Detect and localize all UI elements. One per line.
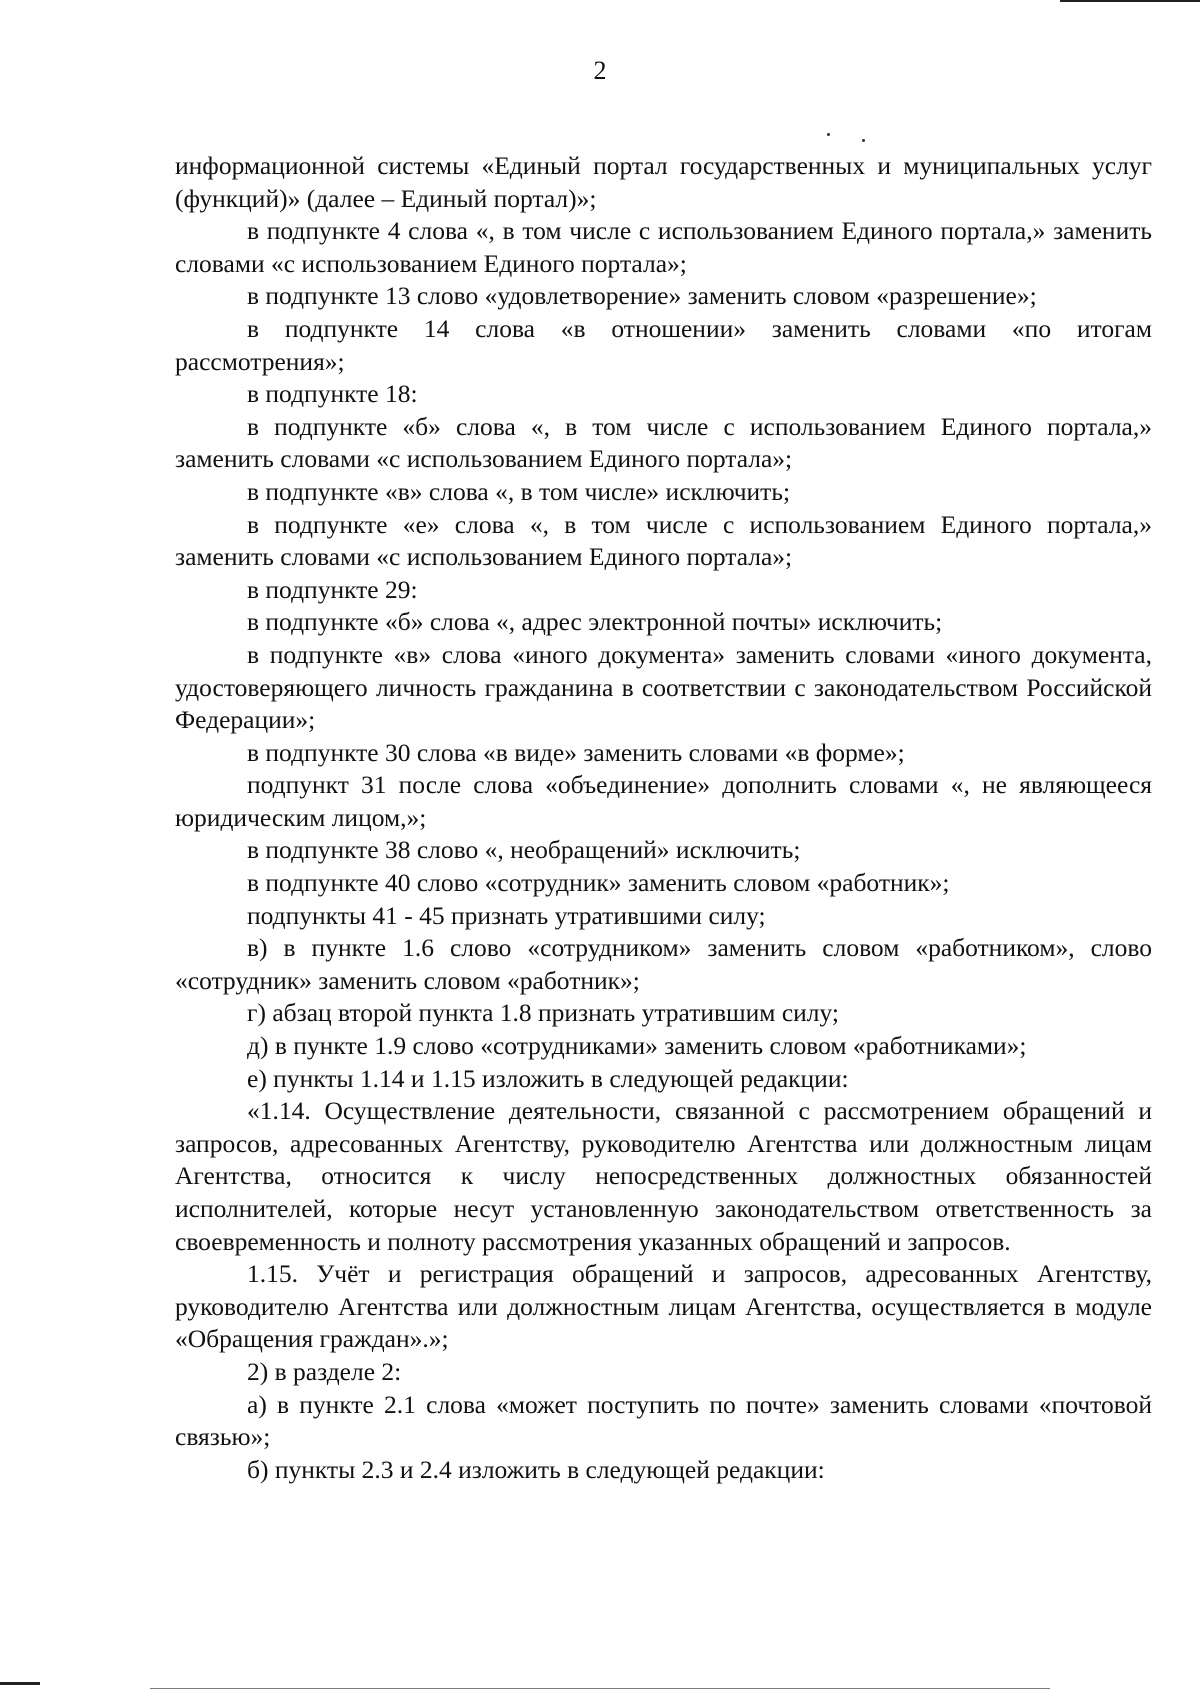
paragraph: е) пункты 1.14 и 1.15 изложить в следующей редакции: [247, 1063, 849, 1093]
paragraph: в подпункте «б» слова «, в том числе с использованием Единого портала,» заменить словами «с использованием Единого портала»; [175, 411, 1152, 474]
paragraph: в подпункте 29: [247, 574, 418, 604]
paragraph: в подпункте «е» слова «, в том числе с использованием Единого портала,» заменить словами «с использованием Единого портала»; [175, 509, 1152, 572]
paragraph: подпункт 31 после слова «объединение» дополнить словами «, не являющееся юридическим лицом,»; [175, 770, 1152, 832]
paragraph: в подпункте 14 слова «в отношении» заменить словами «по итогам рассмотрения»; [175, 313, 1152, 376]
paragraph: в подпункте 30 слова «в виде» заменить словами «в форме»; [247, 737, 905, 767]
paragraph: в подпункте 40 слово «сотрудник» заменить словом «работник»; [247, 868, 950, 898]
paragraph: подпункты 41 - 45 признать утратившими силу; [247, 900, 766, 930]
paragraph: в подпункте «б» слова «, адрес электронной почты» исключить; [247, 607, 943, 637]
scan-speck [862, 139, 865, 142]
paragraph: в подпункте 38 слово «, необращений» исключить; [247, 835, 801, 865]
paragraph: в подпункте 18: [247, 379, 418, 409]
paragraph: в подпункте 4 слова «, в том числе с использованием Единого портала,» заменить словами «с использованием Единого портала»; [175, 216, 1152, 278]
scan-speck [827, 133, 830, 136]
paragraph: 1.15. Учёт и регистрация обращений и запросов, адресованных Агентству, руководителю Агентства или должностным лицам Агентства, осуществляется в модуле «Обращения граждан».»; [175, 1259, 1152, 1354]
paragraph: д) в пункте 1.9 слово «сотрудниками» заменить словом «работниками»; [247, 1031, 1027, 1061]
paragraph: б) пункты 2.3 и 2.4 изложить в следующей редакции: [247, 1454, 825, 1484]
paragraph: а) в пункте 2.1 слова «может поступить по почте» заменить словами «почтовой связью»; [175, 1389, 1152, 1452]
paragraph: «1.14. Осуществление деятельности, связанной с рассмотрением обращений и запросов, адресованных Агентству, руководителю Агентства или должностным лицам Агентства, относится к числу непосредственных должностных обязанностей исполнителей, которые несут установленную законодательством ответственность за своевременность и полноту рассмотрения указанных обращений и запросов. [175, 1096, 1152, 1256]
paragraph: в) в пункте 1.6 слово «сотрудником» заменить словом «работником», слово «сотрудник» заменить словом «работник»; [175, 933, 1152, 995]
paragraph: в подпункте «в» слова «иного документа» заменить словами «иного документа, удостоверяющего личность гражданина в соответствии с законодательством Российской Федерации»; [175, 639, 1152, 735]
scan-edge-bottom [150, 1688, 1050, 1689]
paragraph: 2) в разделе 2: [247, 1356, 402, 1386]
paragraph: в подпункте 13 слово «удовлетворение» заменить словом «разрешение»; [247, 281, 1037, 311]
scan-edge-left [0, 1682, 40, 1685]
page-number: 2 [593, 56, 607, 85]
paragraph: г) абзац второй пункта 1.8 признать утратившим силу; [247, 998, 840, 1028]
paragraph: информационной системы «Единый портал государственных и муниципальных услуг (функций)» (далее – Единый портал)»; [175, 151, 1152, 213]
document-body [175, 150, 1152, 1486]
scan-edge-top [1060, 0, 1200, 2]
paragraph: в подпункте «в» слова «, в том числе» исключить; [247, 476, 791, 506]
